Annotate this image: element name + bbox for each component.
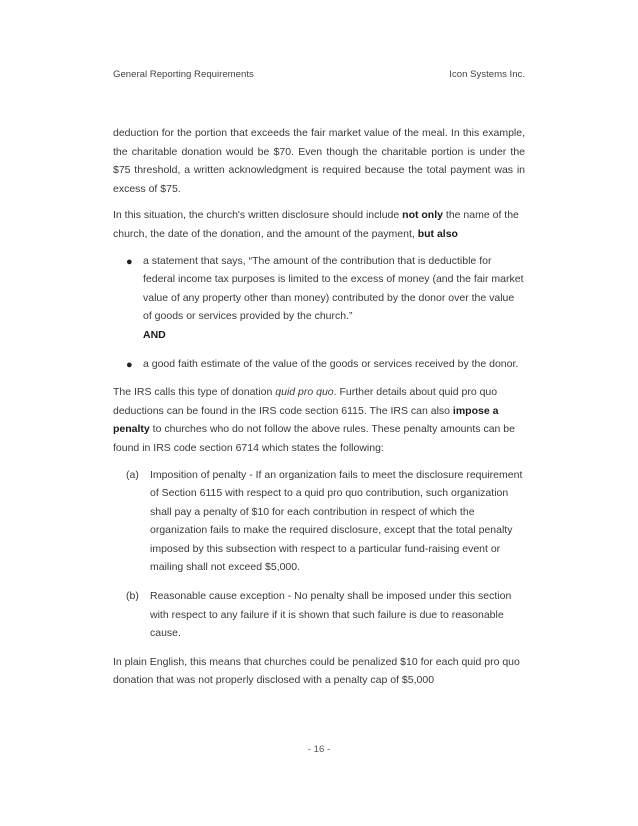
header-section-title: General Reporting Requirements: [113, 69, 254, 80]
irs-text-e: to churches who do not follow the above rules. These penalty amounts can be found in IRS code section 6714 which states the following:: [113, 423, 515, 454]
bullet-and-label: AND: [143, 328, 166, 341]
subsection-marker: (a): [126, 468, 139, 481]
page-body: [113, 124, 525, 698]
paragraph-deduction: deduction for the portion that exceeds the fair market value of the meal. In this example, the charitable donation would be $70. Even though the charitable portion is under the $75 threshold, a written acknowledgment is required because the total payment was in excess of $75.: [113, 127, 525, 195]
list-item: [113, 355, 525, 374]
disclosure-text-a: In this situation, the church's written disclosure should include: [113, 209, 403, 222]
disclosure-but-also: but also: [417, 227, 458, 240]
penalty-subsection-list: [113, 466, 525, 643]
header-company-name: Icon Systems Inc.: [449, 69, 525, 80]
subsection-marker: (b): [126, 590, 139, 603]
paragraph-disclosure: [113, 206, 525, 243]
disclosure-not-only: not only: [402, 209, 443, 222]
paragraph-irs: [113, 383, 525, 457]
bullet-statement-text: a statement that says, “The amount of the contribution that is deductible for federal income tax purposes is limited to the excess of money (and the fair market value of any property other than money) contributed by the donor over the value of goods or services provided by the church.”: [143, 254, 524, 323]
irs-quid-pro-quo: quid pro quo: [275, 386, 334, 399]
list-item: [113, 252, 525, 345]
subsection-text: Reasonable cause exception - No penalty shall be imposed under this section with respect to any failure if it is shown that such failure is due to reasonable cause.: [150, 590, 512, 640]
subsection-text: Imposition of penalty - If an organization fails to meet the disclosure requirement of Section 6115 with respect to a quid pro quo contribution, such organization shall pay a penalty of $10 for each contribution in respect of which the organization fails to make the required disclosure, except that the total penalty imposed by this subsection with respect to a particular fund-raising event or mailing shall not exceed $5,000.: [150, 468, 523, 574]
bullet-icon: ●: [126, 358, 133, 371]
disclosure-bullet-list: [113, 252, 525, 374]
irs-text-c: . Further details about quid pro quo deductions can be found in the IRS code section 6115. The IRS can also: [113, 386, 498, 417]
list-item: [113, 587, 525, 643]
page-header: [113, 69, 525, 83]
irs-text-a: The IRS calls this type of donation: [113, 386, 276, 399]
bullet-estimate-text: a good faith estimate of the value of the goods or services received by the donor.: [143, 357, 519, 370]
bullet-icon: ●: [126, 255, 133, 268]
irs-impose-penalty: impose a penalty: [113, 404, 499, 436]
page-number: - 16 -: [307, 744, 331, 755]
list-item: [113, 466, 525, 578]
paragraph-closing: In plain English, this means that churches could be penalized $10 for each quid pro quo donation that was not properly disclosed with a penalty cap of $5,000: [113, 655, 520, 687]
disclosure-text-c: the name of the church, the date of the donation, and the amount of the payment,: [113, 209, 519, 240]
